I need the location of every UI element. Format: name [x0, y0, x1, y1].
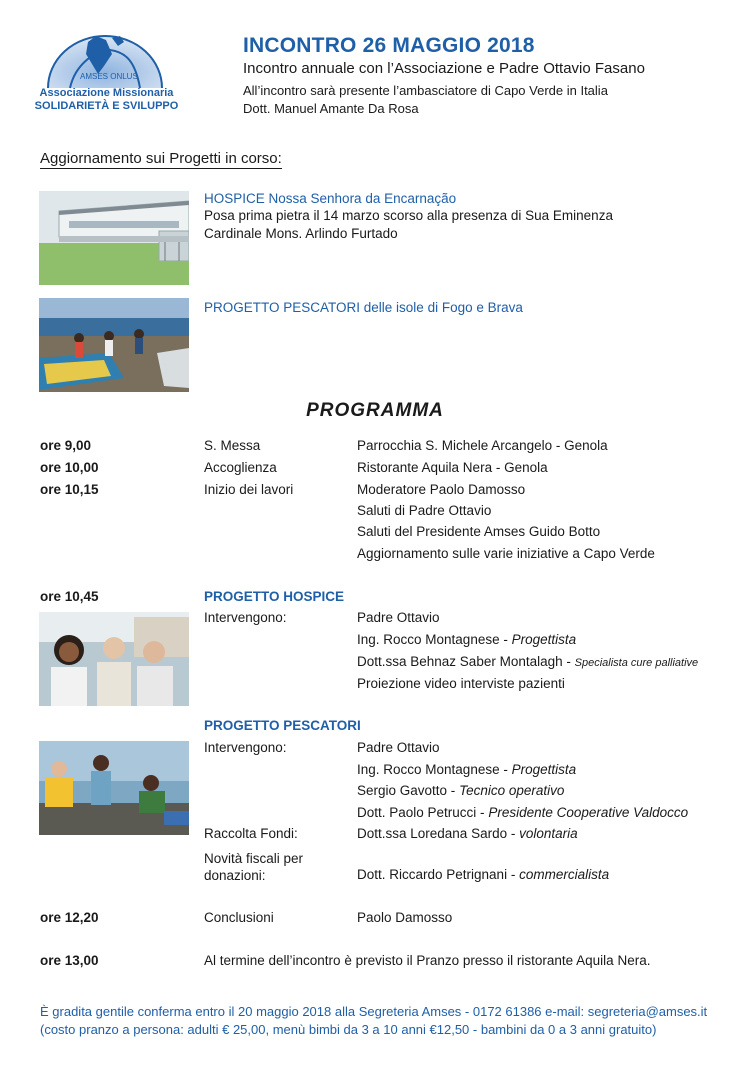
hospice-speakers-label: Intervengono: [204, 610, 287, 625]
page-subtitle: Incontro annuale con l’Associazione e Padre Ottavio Fasano [243, 60, 645, 77]
tax-speaker [357, 867, 609, 882]
fishermen-boats-image [39, 298, 189, 392]
logo-name [34, 87, 179, 113]
hospice-heading: PROGETTO HOSPICE [204, 589, 345, 604]
lunch-time: ore 13,00 [40, 953, 99, 968]
speaker-name: Dott. Riccardo Petrignani - [357, 867, 520, 882]
program-time: ore 10,00 [40, 460, 99, 475]
hospice-text-line1: Posa prima pietra il 14 marzo scorso alla presenza di Sua Eminenza [204, 208, 613, 223]
updates-heading: Aggiornamento sui Progetti in corso: [40, 150, 282, 167]
closing-activity: Conclusioni [204, 910, 274, 925]
speaker-name: Dott.ssa Behnaz Saber Montalagh - [357, 654, 575, 669]
hospice-speaker [357, 676, 565, 691]
hospice-text-line2: Cardinale Mons. Arlindo Furtado [204, 226, 398, 241]
speaker-role: Progettista [511, 762, 577, 777]
footer-line2: (costo pranzo a persona: adulti € 25,00, menù bimbi da 3 a 10 anni €12,50 - bambini da 0 a 3 anni gratuito) [40, 1022, 657, 1037]
pescatori-speaker [357, 762, 576, 777]
logo-ring-text: AMSES ONLUS [80, 72, 138, 81]
speaker-name: Dott. Paolo Petrucci - [357, 805, 489, 820]
speaker-name: Ing. Rocco Montagnese - [357, 762, 512, 777]
speaker-name: Padre Ottavio [357, 610, 440, 625]
program-detail: Moderatore Paolo Damosso [357, 482, 526, 497]
speaker-role: commercialista [519, 867, 610, 882]
footer-note [40, 1003, 707, 1039]
page-title: INCONTRO 26 MAGGIO 2018 [243, 34, 535, 57]
intro-line2: Dott. Manuel Amante Da Rosa [243, 101, 419, 116]
pescatori-heading: PROGETTO PESCATORI [204, 718, 361, 733]
intro-line1: All’incontro sarà presente l’ambasciatore di Capo Verde in Italia [243, 83, 608, 98]
speaker-role: Progettista [511, 632, 577, 647]
hospice-speaker [357, 610, 440, 625]
globe-logo-icon [40, 30, 170, 90]
program-activity: Inizio dei lavori [204, 482, 294, 497]
footer-line1: È gradita gentile conferma entro il 20 maggio 2018 alla Segreteria Amses - 0172 61386 e-mail: segreteria@amses.it [40, 1004, 708, 1019]
program-detail: Ristorante Aquila Nera - Genola [357, 460, 548, 475]
program-detail: Aggiornamento sulle varie iniziative a Capo Verde [357, 546, 655, 561]
speaker-name: Padre Ottavio [357, 740, 440, 755]
closing-time: ore 12,20 [40, 910, 99, 925]
tax-label-line1: Novità fiscali per [204, 851, 304, 866]
speaker-name: Ing. Rocco Montagnese - [357, 632, 512, 647]
program-title: PROGRAMMA [306, 400, 444, 421]
speaker-role: Specialista cure palliative [574, 657, 699, 669]
program-activity: Accoglienza [204, 460, 277, 475]
hospice-speaker [357, 654, 698, 669]
pescatori-speakers-label: Intervengono: [204, 740, 287, 755]
speaker-role: Presidente Cooperative Valdocco [488, 805, 689, 820]
fundraising-speaker [357, 826, 578, 841]
hospice-project-title: HOSPICE Nossa Senhora da Encarnação [204, 191, 457, 206]
program-time: ore 10,15 [40, 482, 99, 497]
program-activity: S. Messa [204, 438, 261, 453]
fundraising-label: Raccolta Fondi: [204, 826, 298, 841]
speaker-role: volontaria [519, 826, 578, 841]
speaker-name: Sergio Gavotto - [357, 783, 460, 798]
speaker-name: Dott.ssa Loredana Sardo - [357, 826, 520, 841]
closing-detail: Paolo Damosso [357, 910, 453, 925]
intro-text [243, 82, 608, 118]
fishermen-project-title: PROGETTO PESCATORI delle isole di Fogo e Brava [204, 300, 523, 315]
pescatori-speaker [357, 740, 440, 755]
program-detail: Parrocchia S. Michele Arcangelo - Genola [357, 438, 608, 453]
program-detail: Saluti del Presidente Amses Guido Botto [357, 524, 601, 539]
program-detail: Saluti di Padre Ottavio [357, 503, 492, 518]
program-time: ore 9,00 [40, 438, 92, 453]
hospice-time: ore 10,45 [40, 589, 99, 604]
logo-name-line1: Associazione Missionaria [39, 87, 174, 99]
hospice-group-photo [39, 612, 189, 706]
hospice-rendering-image [39, 191, 189, 285]
speaker-name: Proiezione video interviste pazienti [357, 676, 565, 691]
speaker-role: Tecnico operativo [459, 783, 565, 798]
tax-label [204, 850, 303, 884]
hospice-speaker [357, 632, 576, 647]
fishermen-group-photo [39, 741, 189, 835]
lunch-text: Al termine dell’incontro è previsto il Pranzo presso il ristorante Aquila Nera. [204, 953, 651, 968]
pescatori-speaker [357, 805, 688, 820]
logo-name-line2: SOLIDARIETÀ E SVILUPPO [34, 100, 179, 112]
tax-label-line2: donazioni: [204, 868, 266, 883]
pescatori-speaker [357, 783, 564, 798]
hospice-project-text [204, 207, 613, 243]
